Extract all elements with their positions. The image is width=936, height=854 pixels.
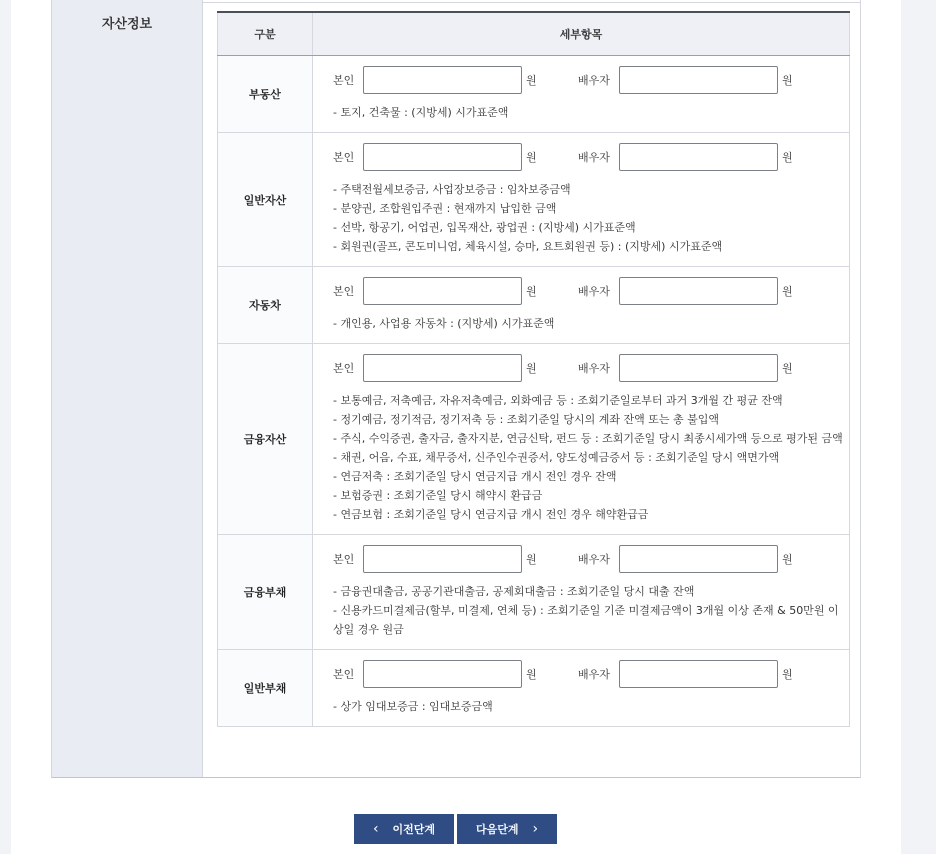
spouse-amount-input[interactable] bbox=[619, 545, 778, 573]
asset-notes bbox=[333, 314, 845, 333]
self-label: 본인 bbox=[333, 151, 355, 164]
note-line: - 토지, 건축물 : (지방세) 시가표준액 bbox=[333, 106, 509, 119]
asset-table bbox=[217, 11, 850, 727]
amount-input-row bbox=[333, 354, 845, 382]
spouse-amount-input[interactable] bbox=[619, 354, 778, 382]
section-title: 자산정보 bbox=[101, 17, 153, 32]
self-label: 본인 bbox=[333, 285, 355, 298]
asset-detail-cell bbox=[313, 535, 850, 650]
self-amount-input[interactable] bbox=[363, 277, 522, 305]
spouse-label: 배우자 bbox=[578, 151, 610, 164]
note-line: - 보통예금, 저축예금, 자유저축예금, 외화예금 등 : 조회기준일로부터 과거 3개월 간 평균 잔액 bbox=[333, 394, 783, 407]
unit-label: 원 bbox=[526, 362, 537, 375]
asset-row bbox=[218, 56, 850, 133]
spouse-label: 배우자 bbox=[578, 668, 610, 681]
unit-label: 원 bbox=[782, 74, 793, 87]
note-line: - 주택전월세보증금, 사업장보증금 : 임차보증금액 bbox=[333, 183, 571, 196]
section-header bbox=[52, 0, 203, 777]
unit-label: 원 bbox=[526, 668, 537, 681]
asset-detail-cell bbox=[313, 344, 850, 535]
unit-label: 원 bbox=[526, 74, 537, 87]
self-amount-input[interactable] bbox=[363, 660, 522, 688]
next-step-button[interactable] bbox=[457, 814, 557, 844]
note-line: - 회원권(골프, 콘도미니엄, 체육시설, 승마, 요트회원권 등) : (지방세) 시가표준액 bbox=[333, 240, 723, 253]
note-line: - 채권, 어음, 수표, 채무증서, 신주인수권증서, 양도성예금증서 등 : 조회기준일 당시 액면가액 bbox=[333, 451, 780, 464]
spouse-label: 배우자 bbox=[578, 553, 610, 566]
prev-step-label: 이전단계 bbox=[392, 823, 436, 836]
asset-row bbox=[218, 344, 850, 535]
asset-notes bbox=[333, 180, 845, 256]
note-line: - 연금보험 : 조회기준일 당시 연금지급 개시 전인 경우 해약환급금 bbox=[333, 508, 649, 521]
amount-input-row bbox=[333, 660, 845, 688]
self-amount-input[interactable] bbox=[363, 545, 522, 573]
asset-row bbox=[218, 267, 850, 344]
asset-category: 자동차 bbox=[218, 267, 313, 344]
asset-detail-cell bbox=[313, 133, 850, 267]
self-amount-input[interactable] bbox=[363, 66, 522, 94]
amount-input-row bbox=[333, 277, 845, 305]
amount-input-row bbox=[333, 545, 845, 573]
spouse-label: 배우자 bbox=[578, 362, 610, 375]
asset-detail-cell bbox=[313, 267, 850, 344]
step-buttons bbox=[354, 814, 557, 844]
self-label: 본인 bbox=[333, 668, 355, 681]
page bbox=[11, 0, 901, 854]
asset-notes bbox=[333, 391, 845, 524]
note-line: - 연금저축 : 조회기준일 당시 연금지급 개시 전인 경우 잔액 bbox=[333, 470, 617, 483]
amount-input-row bbox=[333, 66, 845, 94]
note-line: - 분양권, 조합원입주권 : 현재까지 납입한 금액 bbox=[333, 202, 557, 215]
note-line: - 보험증권 : 조회기준일 당시 해약시 환급금 bbox=[333, 489, 543, 502]
self-amount-input[interactable] bbox=[363, 354, 522, 382]
note-line: - 상가 임대보증금 : 임대보증금액 bbox=[333, 700, 493, 713]
note-line: - 신용카드미결제금(할부, 미결제, 연체 등) : 조회기준일 기준 미결제금액이 3개월 이상 존재 & 50만원 이상일 경우 원금 bbox=[333, 604, 839, 636]
asset-category: 부동산 bbox=[218, 56, 313, 133]
unit-label: 원 bbox=[782, 151, 793, 164]
spouse-amount-input[interactable] bbox=[619, 66, 778, 94]
unit-label: 원 bbox=[526, 553, 537, 566]
unit-label: 원 bbox=[782, 285, 793, 298]
self-label: 본인 bbox=[333, 362, 355, 375]
asset-category: 일반부채 bbox=[218, 650, 313, 727]
self-amount-input[interactable] bbox=[363, 143, 522, 171]
self-label: 본인 bbox=[333, 74, 355, 87]
note-line: - 주식, 수익증권, 출자금, 출자지분, 연금신탁, 펀드 등 : 조회기준일 당시 최종시세가액 등으로 평가된 금액 bbox=[333, 432, 843, 445]
asset-notes bbox=[333, 697, 845, 716]
chevron-right-icon: › bbox=[532, 821, 539, 837]
header-category: 구분 bbox=[218, 12, 313, 56]
spouse-amount-input[interactable] bbox=[619, 660, 778, 688]
asset-category: 일반자산 bbox=[218, 133, 313, 267]
note-line: - 개인용, 사업용 자동차 : (지방세) 시가표준액 bbox=[333, 317, 555, 330]
asset-row bbox=[218, 650, 850, 727]
spouse-amount-input[interactable] bbox=[619, 277, 778, 305]
prev-step-button[interactable] bbox=[354, 814, 454, 844]
asset-info-section bbox=[51, 0, 861, 778]
next-step-label: 다음단계 bbox=[475, 823, 519, 836]
asset-detail-cell bbox=[313, 650, 850, 727]
unit-label: 원 bbox=[782, 668, 793, 681]
asset-row bbox=[218, 133, 850, 267]
asset-notes bbox=[333, 582, 845, 639]
table-header-row bbox=[218, 12, 850, 56]
unit-label: 원 bbox=[782, 362, 793, 375]
note-line: - 정기예금, 정기적금, 정기저축 등 : 조회기준일 당시의 계좌 잔액 또는 총 불입액 bbox=[333, 413, 720, 426]
asset-category: 금융부채 bbox=[218, 535, 313, 650]
unit-label: 원 bbox=[526, 285, 537, 298]
amount-input-row bbox=[333, 143, 845, 171]
unit-label: 원 bbox=[782, 553, 793, 566]
unit-label: 원 bbox=[526, 151, 537, 164]
note-line: - 선박, 항공기, 어업권, 입목재산, 광업권 : (지방세) 시가표준액 bbox=[333, 221, 636, 234]
asset-row bbox=[218, 535, 850, 650]
spouse-label: 배우자 bbox=[578, 285, 610, 298]
asset-category: 금융자산 bbox=[218, 344, 313, 535]
chevron-left-icon: ‹ bbox=[372, 821, 379, 837]
note-line: - 금융권대출금, 공공기관대출금, 공제회대출금 : 조회기준일 당시 대출 잔액 bbox=[333, 585, 695, 598]
spouse-label: 배우자 bbox=[578, 74, 610, 87]
spouse-amount-input[interactable] bbox=[619, 143, 778, 171]
asset-detail-cell bbox=[313, 56, 850, 133]
self-label: 본인 bbox=[333, 553, 355, 566]
asset-notes bbox=[333, 103, 845, 122]
header-detail: 세부항목 bbox=[313, 12, 850, 56]
